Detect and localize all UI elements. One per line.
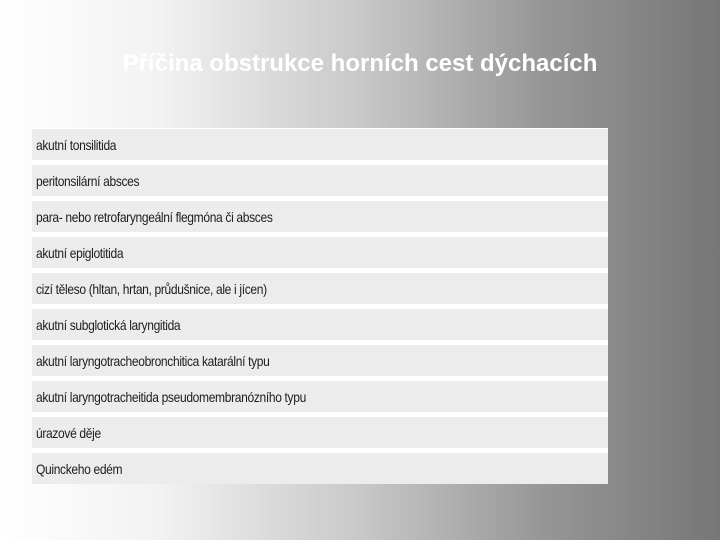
table-row	[32, 129, 608, 160]
slide-title: Příčina obstrukce horních cest dýchacích	[122, 50, 598, 77]
table-row	[32, 381, 608, 412]
table-row	[32, 201, 608, 232]
row-label: para- nebo retrofaryngeální flegmóna či absces	[36, 208, 273, 225]
row-label: akutní subglotická laryngitida	[36, 316, 181, 333]
table-row	[32, 237, 608, 268]
row-label: akutní laryngotracheobronchitica katarální typu	[36, 352, 270, 369]
row-label: cizí těleso (hltan, hrtan, průdušnice, ale i jícen)	[36, 280, 267, 297]
row-label: peritonsilární absces	[36, 172, 140, 189]
table-row	[32, 417, 608, 448]
table-row	[32, 345, 608, 376]
table-row	[32, 453, 608, 484]
cause-table	[32, 128, 608, 484]
row-label: akutní epiglotitida	[36, 244, 124, 261]
row-label: úrazové děje	[36, 424, 101, 441]
table-row	[32, 309, 608, 340]
table-row	[32, 273, 608, 304]
row-label: Quinckeho edém	[36, 460, 123, 477]
row-label: akutní laryngotracheitida pseudomembranózního typu	[36, 388, 306, 405]
table-row	[32, 165, 608, 196]
row-label: akutní tonsilitida	[36, 136, 117, 153]
